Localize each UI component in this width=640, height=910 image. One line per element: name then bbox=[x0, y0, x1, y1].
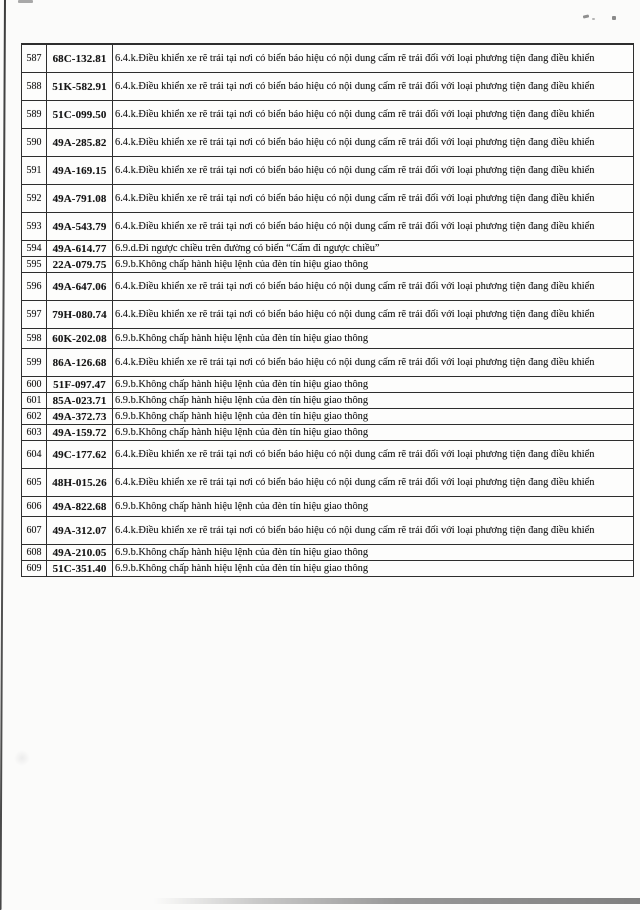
violation-text-cell: 6.9.b.Không chấp hành hiệu lệnh của đèn tín hiệu giao thông bbox=[115, 411, 369, 422]
table-row bbox=[22, 213, 633, 241]
table-row bbox=[22, 157, 633, 185]
violation-text-cell: 6.4.k.Điều khiển xe rẽ trái tại nơi có biển báo hiệu có nội dung cấm rẽ trái đối với loại phương tiện đang điều khiển bbox=[115, 449, 595, 460]
plate-number-cell: 49A-312.07 bbox=[47, 517, 113, 544]
violation-text-cell: 6.9.b.Không chấp hành hiệu lệnh của đèn tín hiệu giao thông bbox=[115, 259, 369, 270]
plate-number-cell: 49A-169.15 bbox=[47, 157, 113, 184]
plate-number-cell: 68C-132.81 bbox=[47, 45, 113, 72]
plate-number-cell: 49A-614.77 bbox=[47, 241, 113, 256]
row-number-cell: 594 bbox=[22, 241, 47, 256]
table-row bbox=[22, 393, 633, 409]
plate-number-cell: 49A-285.82 bbox=[47, 129, 113, 156]
table-row bbox=[22, 517, 633, 545]
violation-text-cell: 6.4.k.Điều khiển xe rẽ trái tại nơi có biển báo hiệu có nội dung cấm rẽ trái đối với loại phương tiện đang điều khiển bbox=[115, 81, 595, 92]
plate-number-cell: 49A-210.05 bbox=[47, 545, 113, 560]
scan-noise-mark bbox=[18, 0, 33, 3]
table-row bbox=[22, 329, 633, 349]
table-row bbox=[22, 349, 633, 377]
violation-text-cell: 6.9.b.Không chấp hành hiệu lệnh của đèn tín hiệu giao thông bbox=[115, 333, 369, 344]
row-number-cell: 606 bbox=[22, 497, 47, 516]
row-number-cell: 605 bbox=[22, 469, 47, 496]
plate-number-cell: 22A-079.75 bbox=[47, 257, 113, 272]
scan-noise-mark bbox=[583, 14, 589, 18]
table-row bbox=[22, 273, 633, 301]
row-number-cell: 592 bbox=[22, 185, 47, 212]
violation-text-cell: 6.4.k.Điều khiển xe rẽ trái tại nơi có biển báo hiệu có nội dung cấm rẽ trái đối với loại phương tiện đang điều khiển bbox=[115, 193, 595, 204]
violation-text-cell: 6.4.k.Điều khiển xe rẽ trái tại nơi có biển báo hiệu có nội dung cấm rẽ trái đối với loại phương tiện đang điều khiển bbox=[115, 477, 595, 488]
row-number-cell: 588 bbox=[22, 73, 47, 100]
violation-text-cell: 6.9.b.Không chấp hành hiệu lệnh của đèn tín hiệu giao thông bbox=[115, 427, 369, 438]
plate-number-cell: 49A-372.73 bbox=[47, 409, 113, 424]
row-number-cell: 602 bbox=[22, 409, 47, 424]
violation-text-cell: 6.4.k.Điều khiển xe rẽ trái tại nơi có biển báo hiệu có nội dung cấm rẽ trái đối với loại phương tiện đang điều khiển bbox=[115, 525, 595, 536]
table-row bbox=[22, 409, 633, 425]
table-row bbox=[22, 425, 633, 441]
table-row bbox=[22, 129, 633, 157]
violation-text-cell: 6.9.b.Không chấp hành hiệu lệnh của đèn tín hiệu giao thông bbox=[115, 563, 369, 574]
plate-number-cell: 49A-159.72 bbox=[47, 425, 113, 440]
table-row bbox=[22, 73, 633, 101]
table-row bbox=[22, 545, 633, 561]
table-row bbox=[22, 301, 633, 329]
table-row bbox=[22, 497, 633, 517]
row-number-cell: 609 bbox=[22, 561, 47, 576]
violation-text-cell: 6.4.k.Điều khiển xe rẽ trái tại nơi có biển báo hiệu có nội dung cấm rẽ trái đối với loại phương tiện đang điều khiển bbox=[115, 309, 595, 320]
row-number-cell: 596 bbox=[22, 273, 47, 300]
plate-number-cell: 60K-202.08 bbox=[47, 329, 113, 348]
plate-number-cell: 85A-023.71 bbox=[47, 393, 113, 408]
plate-number-cell: 51F-097.47 bbox=[47, 377, 113, 392]
row-number-cell: 603 bbox=[22, 425, 47, 440]
row-number-cell: 608 bbox=[22, 545, 47, 560]
table-row bbox=[22, 469, 633, 497]
plate-number-cell: 49A-791.08 bbox=[47, 185, 113, 212]
plate-number-cell: 86A-126.68 bbox=[47, 349, 113, 376]
plate-number-cell: 51C-351.40 bbox=[47, 561, 113, 576]
violation-text-cell: 6.4.k.Điều khiển xe rẽ trái tại nơi có biển báo hiệu có nội dung cấm rẽ trái đối với loại phương tiện đang điều khiển bbox=[115, 221, 595, 232]
violation-text-cell: 6.4.k.Điều khiển xe rẽ trái tại nơi có biển báo hiệu có nội dung cấm rẽ trái đối với loại phương tiện đang điều khiển bbox=[115, 137, 595, 148]
scan-bottom-edge-artifact bbox=[0, 898, 640, 904]
table-row bbox=[22, 101, 633, 129]
row-number-cell: 604 bbox=[22, 441, 47, 468]
table-row bbox=[22, 561, 633, 576]
row-number-cell: 601 bbox=[22, 393, 47, 408]
table-row bbox=[22, 45, 633, 73]
plate-number-cell: 51C-099.50 bbox=[47, 101, 113, 128]
row-number-cell: 595 bbox=[22, 257, 47, 272]
violations-table bbox=[21, 43, 634, 577]
violation-text-cell: 6.9.b.Không chấp hành hiệu lệnh của đèn tín hiệu giao thông bbox=[115, 501, 369, 512]
plate-number-cell: 49A-822.68 bbox=[47, 497, 113, 516]
plate-number-cell: 49A-543.79 bbox=[47, 213, 113, 240]
row-number-cell: 590 bbox=[22, 129, 47, 156]
table-row bbox=[22, 377, 633, 393]
violation-text-cell: 6.4.k.Điều khiển xe rẽ trái tại nơi có biển báo hiệu có nội dung cấm rẽ trái đối với loại phương tiện đang điều khiển bbox=[115, 357, 595, 368]
table-row bbox=[22, 441, 633, 469]
scan-noise-mark bbox=[592, 18, 595, 20]
row-number-cell: 591 bbox=[22, 157, 47, 184]
row-number-cell: 600 bbox=[22, 377, 47, 392]
table-row bbox=[22, 241, 633, 257]
plate-number-cell: 79H-080.74 bbox=[47, 301, 113, 328]
violation-text-cell: 6.9.b.Không chấp hành hiệu lệnh của đèn tín hiệu giao thông bbox=[115, 547, 369, 558]
scan-noise-mark bbox=[612, 16, 616, 20]
row-number-cell: 587 bbox=[22, 45, 47, 72]
plate-number-cell: 51K-582.91 bbox=[47, 73, 113, 100]
row-number-cell: 593 bbox=[22, 213, 47, 240]
violation-text-cell: 6.4.k.Điều khiển xe rẽ trái tại nơi có biển báo hiệu có nội dung cấm rẽ trái đối với loại phương tiện đang điều khiển bbox=[115, 281, 595, 292]
violation-text-cell: 6.9.b.Không chấp hành hiệu lệnh của đèn tín hiệu giao thông bbox=[115, 379, 369, 390]
row-number-cell: 597 bbox=[22, 301, 47, 328]
plate-number-cell: 49C-177.62 bbox=[47, 441, 113, 468]
violation-text-cell: 6.9.b.Không chấp hành hiệu lệnh của đèn tín hiệu giao thông bbox=[115, 395, 369, 406]
violation-text-cell: 6.9.d.Đi ngược chiều trên đường có biển “Cấm đi ngược chiều” bbox=[115, 243, 380, 254]
plate-number-cell: 48H-015.26 bbox=[47, 469, 113, 496]
violation-text-cell: 6.4.k.Điều khiển xe rẽ trái tại nơi có biển báo hiệu có nội dung cấm rẽ trái đối với loại phương tiện đang điều khiển bbox=[115, 109, 595, 120]
row-number-cell: 599 bbox=[22, 349, 47, 376]
row-number-cell: 607 bbox=[22, 517, 47, 544]
row-number-cell: 598 bbox=[22, 329, 47, 348]
scan-left-edge-artifact bbox=[0, 0, 6, 910]
violation-text-cell: 6.4.k.Điều khiển xe rẽ trái tại nơi có biển báo hiệu có nội dung cấm rẽ trái đối với loại phương tiện đang điều khiển bbox=[115, 165, 595, 176]
scan-smudge-mark bbox=[14, 750, 30, 766]
violation-text-cell: 6.4.k.Điều khiển xe rẽ trái tại nơi có biển báo hiệu có nội dung cấm rẽ trái đối với loại phương tiện đang điều khiển bbox=[115, 53, 595, 64]
table-row bbox=[22, 185, 633, 213]
plate-number-cell: 49A-647.06 bbox=[47, 273, 113, 300]
row-number-cell: 589 bbox=[22, 101, 47, 128]
table-row bbox=[22, 257, 633, 273]
